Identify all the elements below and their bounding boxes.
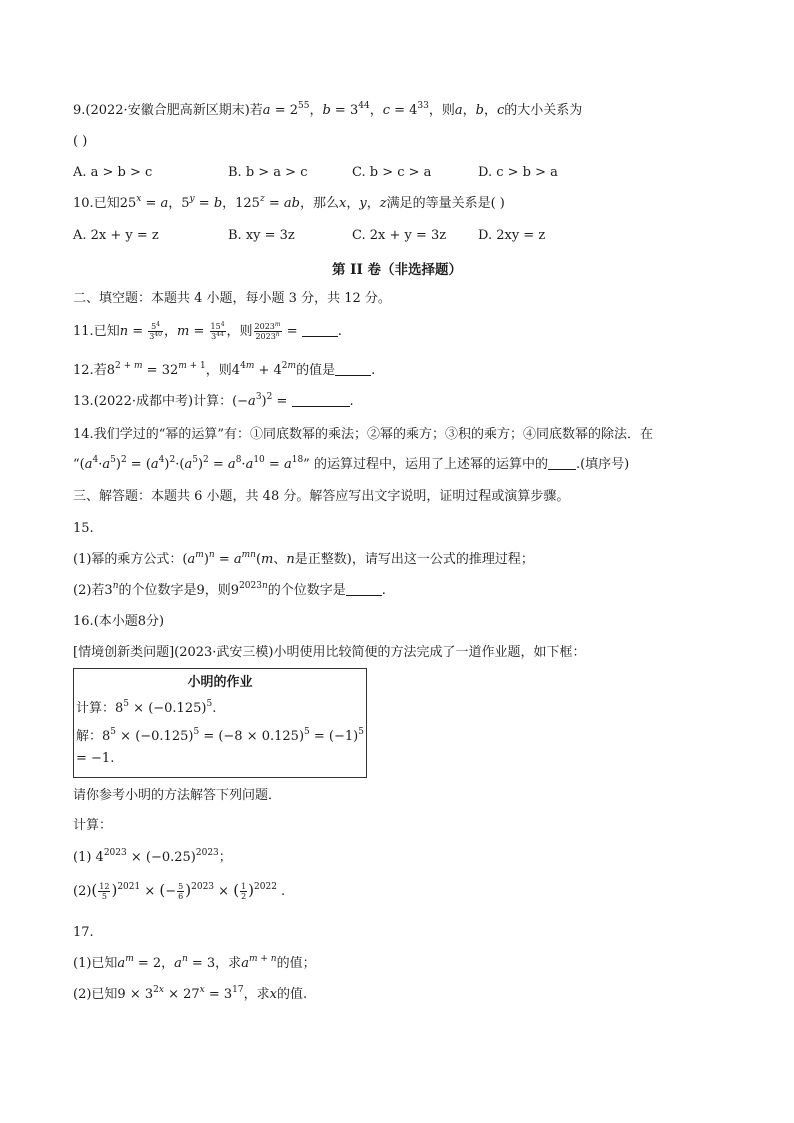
q11-stem: 11.已知n = $\frac{5^4}{3^{40}}$ ，m = $\frac{15^4}{3^{44}}$ ，则 $\frac{2023^m}{2023^n}$ = . (73, 321, 342, 341)
homework-line1: 计算：$8^5 \times (-0.125)^5$. (76, 699, 217, 716)
q16-calc: 计算： (73, 818, 113, 833)
homework-line3: = −1. (76, 751, 115, 766)
q14-blank[interactable] (548, 457, 576, 470)
q9-stem-pre: 若 (249, 103, 263, 118)
q16-part2: (2)( $\frac{12}{5}$ )$^{2021}$ × (− $\frac{5}{6}$ )$^{2023}$ × ( $\frac{1}{2}$ )$^{2022}$ . (73, 881, 286, 901)
q11-equals: = (282, 324, 302, 339)
q10-option-c: C. 2x + y = 3z (352, 228, 447, 243)
q16-number: 16. (73, 614, 94, 629)
q9-c-exp: 33 (417, 101, 429, 111)
q15-part1: (1)幂的乘方公式：$(a^m)^n = a^{mn}(m$、n是正整数)，请写出这一公式的推理过程； (73, 550, 534, 567)
q13-stem-text: 计算： (193, 394, 233, 409)
q16-p1-label: (1) (73, 850, 92, 865)
q9-option-c: C. b > c > a (352, 165, 432, 180)
q15-p2-pre: (2)若 (73, 583, 105, 598)
q17-p1-mid: ，求 (215, 956, 242, 971)
q15-p1-pre: (1)幂的乘方公式： (73, 552, 183, 567)
q9-option-a: A. a > b > c (73, 165, 153, 180)
q10-stem-end: 满足的等量关系是( ) (386, 196, 505, 211)
q9-stem-post: ，则 (428, 103, 455, 118)
q16-after: 请你参考小明的方法解答下列问题． (73, 788, 282, 803)
q9-stem: 9.(2022·安徽合肥高新区期末)若$a = 2^{55}$，$b = 3^{44}$，$c = 4^{33}$，则a，b，c的大小关系为 (73, 101, 583, 118)
q13-end: . (349, 394, 354, 409)
homework-line1-pre: 计算： (76, 701, 116, 716)
q16-header (73, 612, 164, 632)
q17-p1-post: 的值； (276, 956, 316, 971)
q13-blank[interactable] (292, 394, 350, 407)
q10-stem-pre: 已知 (93, 196, 120, 211)
q9-option-d: D. c > b > a (478, 165, 558, 180)
part2-heading: 第 II 卷（非选择题） (331, 262, 463, 278)
q17-p1-pre: (1)已知 (73, 956, 118, 971)
q9-number: 9. (73, 103, 86, 118)
q9-answer-blank: ( ) (73, 134, 88, 149)
q12-end: . (371, 363, 376, 378)
q16-p2-label: (2) (73, 884, 92, 899)
q15-number: 15. (73, 521, 94, 536)
q16-score: (本小题8分) (93, 614, 165, 629)
homework-title: 小明的作业 (187, 675, 253, 690)
q9-a-exp: 55 (298, 101, 310, 111)
q13-number: 13. (73, 394, 94, 409)
q14-line2: “$(a^4\cdot a^5)^2 = (a^4)^2\cdot(a^5)^2 = a^8\cdot a^{10} = a^{18}$” 的运算过程中，运用了上述幂的运算中的 .(填序号) (73, 455, 630, 472)
homework-line2-pre: 解： (76, 729, 103, 744)
q15-p1-post: 是正整数)，请写出这一公式的推理过程； (294, 552, 534, 567)
q15-end: . (381, 583, 386, 598)
q9-option-b: B. b > a > c (228, 165, 308, 180)
q10-stem: 10.已知$25^x = a$，$5^y = b$，$125^z$ = ab，那么x，y，z满足的等量关系是( ) (73, 194, 505, 211)
q15-p2-post: 的个位数字是 (267, 583, 346, 598)
q12-stem-mid: ，则 (205, 363, 232, 378)
q10-stem-mid: ，那么 (299, 196, 339, 211)
q17-part2: (2)已知$9 \times 3^{2x} \times 27^x = 3^{17}$，求x的值. (73, 985, 308, 1002)
q17-p2-pre: (2)已知 (73, 987, 118, 1002)
q17-number: 17. (73, 925, 94, 940)
q11-number: 11. (73, 324, 94, 339)
q9-b-exp: 44 (358, 101, 370, 111)
q13-source: (2022·成都中考) (93, 394, 194, 409)
q12-stem: 12.若$8^{2 + m} = 32^{m + 1}$，则$4^{4m} + 4^{2m}$的值是 . (73, 361, 376, 378)
q16-intro: [情境创新类问题](2023·武安三模)小明使用比较简便的方法完成了一道作业题，如下框： (73, 645, 586, 660)
q14-number: 14. (73, 427, 94, 442)
q14-line2-end: .(填序号) (575, 457, 630, 472)
q10-number: 10. (73, 196, 94, 211)
q10-option-a: A. 2x + y = z (73, 228, 159, 243)
q11-end: . (337, 324, 342, 339)
q10-option-d: D. 2xy = z (478, 228, 546, 243)
section2-title: 二、填空题：本题共 4 小题，每小题 3 分，共 12 分。 (73, 291, 391, 306)
q9-source: (2022·安徽合肥高新区期末) (85, 103, 250, 118)
q17-part1: (1)已知$a^m = 2$，$a^n = 3$，求$a^{m + n}$的值； (73, 954, 316, 971)
q16-part1: (1) $4^{2023} \times (-0.25)^{2023}$； (73, 848, 232, 865)
q10-option-b: B. xy = 3z (228, 228, 295, 243)
q11-stem-pre: 已知 (93, 324, 120, 339)
q17-p2-post: ，求 (243, 987, 270, 1002)
q11-blank[interactable] (302, 324, 338, 337)
q14-line2-post: 的运算过程中，运用了上述幂的运算中的 (313, 457, 548, 472)
q15-p2-mid: 的个位数字是9，则 (118, 583, 231, 598)
q12-stem-end: 的值是 (296, 363, 336, 378)
q15-part2: (2)若3$^n$的个位数字是9，则$9^{2023n}$的个位数字是 . (73, 581, 386, 598)
section3-title: 三、解答题：本题共 6 小题，共 48 分。解答应写出文字说明，证明过程或演算步骤。 (73, 489, 570, 504)
q14-line1 (73, 425, 653, 445)
q17-p2-end: 的值. (276, 987, 308, 1002)
homework-line2: 解：$8^5 \times (-0.125)^5 = (-8 \times 0.125)^5 = (-1)^5$ (76, 727, 364, 744)
q15-blank[interactable] (346, 583, 382, 596)
q12-number: 12. (73, 363, 94, 378)
q9-stem-end: 的大小关系为 (504, 103, 583, 118)
q13-stem: 13.(2022·成都中考)计算：$(-a^3)^2$ = . (73, 392, 354, 409)
q14-line1-text: 我们学过的“幂的运算”有：①同底数幂的乘法；②幂的乘方；③积的乘方；④同底数幂的除法．在 (93, 427, 653, 442)
homework-box (73, 668, 367, 778)
q11-stem-mid: ，则 (226, 324, 253, 339)
q12-stem-pre: 若 (93, 363, 107, 378)
q12-blank[interactable] (335, 363, 371, 376)
q15-p1-mid: ( (255, 552, 262, 567)
